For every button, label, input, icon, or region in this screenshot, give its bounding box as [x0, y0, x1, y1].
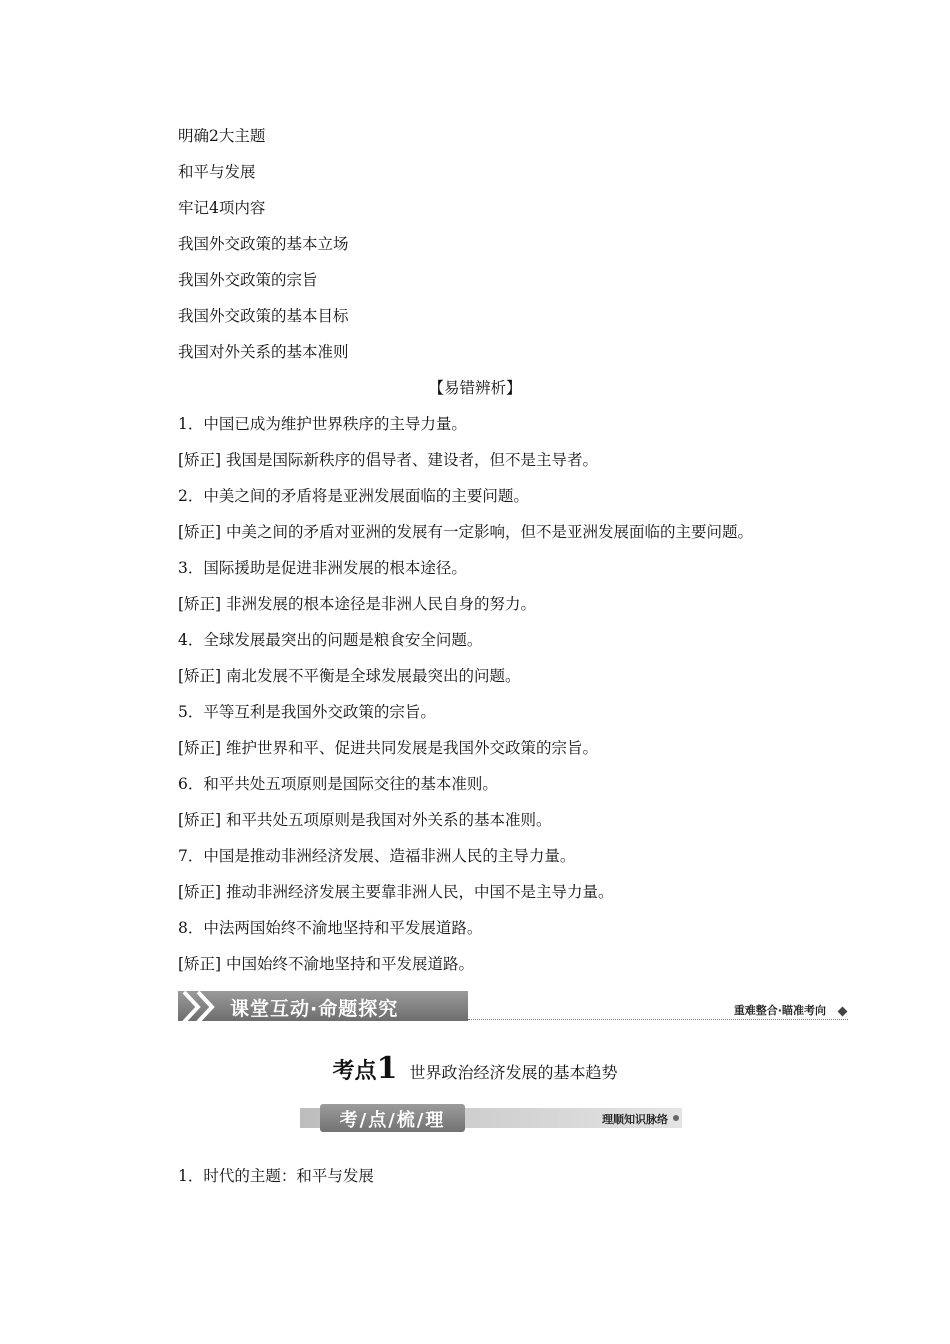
summary-line: 和平与发展	[178, 163, 256, 181]
section-banner-title: 课堂互动·命题探究	[230, 998, 399, 1020]
error-statement: 6．和平共处五项原则是国际交往的基本准则。	[178, 775, 498, 793]
error-correction: [矫正] 和平共处五项原则是我国对外关系的基本准则。	[178, 811, 552, 829]
summary-line: 明确2大主题	[178, 127, 266, 145]
summary-line: 我国对外关系的基本准则	[178, 343, 349, 361]
error-statement: 7．中国是推动非洲经济发展、造福非洲人民的主导力量。	[178, 847, 576, 865]
body-line: 1．时代的主题：和平与发展	[178, 1167, 374, 1185]
sub-banner-subtitle: 理顺知识脉络	[602, 1113, 668, 1126]
error-correction: [矫正] 推动非洲经济发展主要靠非洲人民，中国不是主导力量。	[178, 883, 614, 901]
error-statement: 8．中法两国始终不渝地坚持和平发展道路。	[178, 919, 483, 937]
dotted-divider	[468, 1019, 848, 1020]
error-statement: 5．平等互利是我国外交政策的宗旨。	[178, 703, 436, 721]
error-correction: [矫正] 中美之间的矛盾对亚洲的发展有一定影响，但不是亚洲发展面临的主要问题。	[178, 523, 754, 541]
section-banner	[178, 989, 848, 1025]
diamond-icon	[838, 1007, 848, 1017]
error-correction: [矫正] 南北发展不平衡是全球发展最突出的问题。	[178, 667, 521, 685]
error-correction: [矫正] 我国是国际新秩序的倡导者、建设者，但不是主导者。	[178, 451, 599, 469]
error-correction: [矫正] 中国始终不渝地坚持和平发展道路。	[178, 955, 475, 973]
error-analysis-heading: 【易错辨析】	[428, 379, 522, 397]
topic-label: 考点	[332, 1059, 377, 1084]
summary-line: 我国外交政策的宗旨	[178, 271, 318, 289]
topic-title: 世界政治经济发展的基本趋势	[409, 1063, 618, 1082]
summary-line: 我国外交政策的基本目标	[178, 307, 349, 325]
sub-banner	[300, 1104, 682, 1134]
summary-line: 我国外交政策的基本立场	[178, 235, 349, 253]
topic-number: 1	[376, 1051, 398, 1086]
dot-icon	[673, 1115, 679, 1121]
error-statement: 4．全球发展最突出的问题是粮食安全问题。	[178, 631, 483, 649]
error-statement: 3．国际援助是促进非洲发展的根本途径。	[178, 559, 467, 577]
summary-line: 牢记4项内容	[178, 199, 266, 217]
error-correction: [矫正] 非洲发展的根本途径是非洲人民自身的努力。	[178, 595, 537, 613]
topic-heading	[0, 1051, 950, 1086]
error-correction: [矫正] 维护世界和平、促进共同发展是我国外交政策的宗旨。	[178, 739, 599, 757]
error-statement: 1．中国已成为维护世界秩序的主导力量。	[178, 415, 467, 433]
sub-banner-title: 考/点/梳/理	[339, 1110, 446, 1131]
section-banner-subtitle: 重难整合·瞄准考向	[733, 1004, 826, 1017]
error-statement: 2．中美之间的矛盾将是亚洲发展面临的主要问题。	[178, 487, 529, 505]
double-chevron-icon	[180, 990, 226, 1024]
